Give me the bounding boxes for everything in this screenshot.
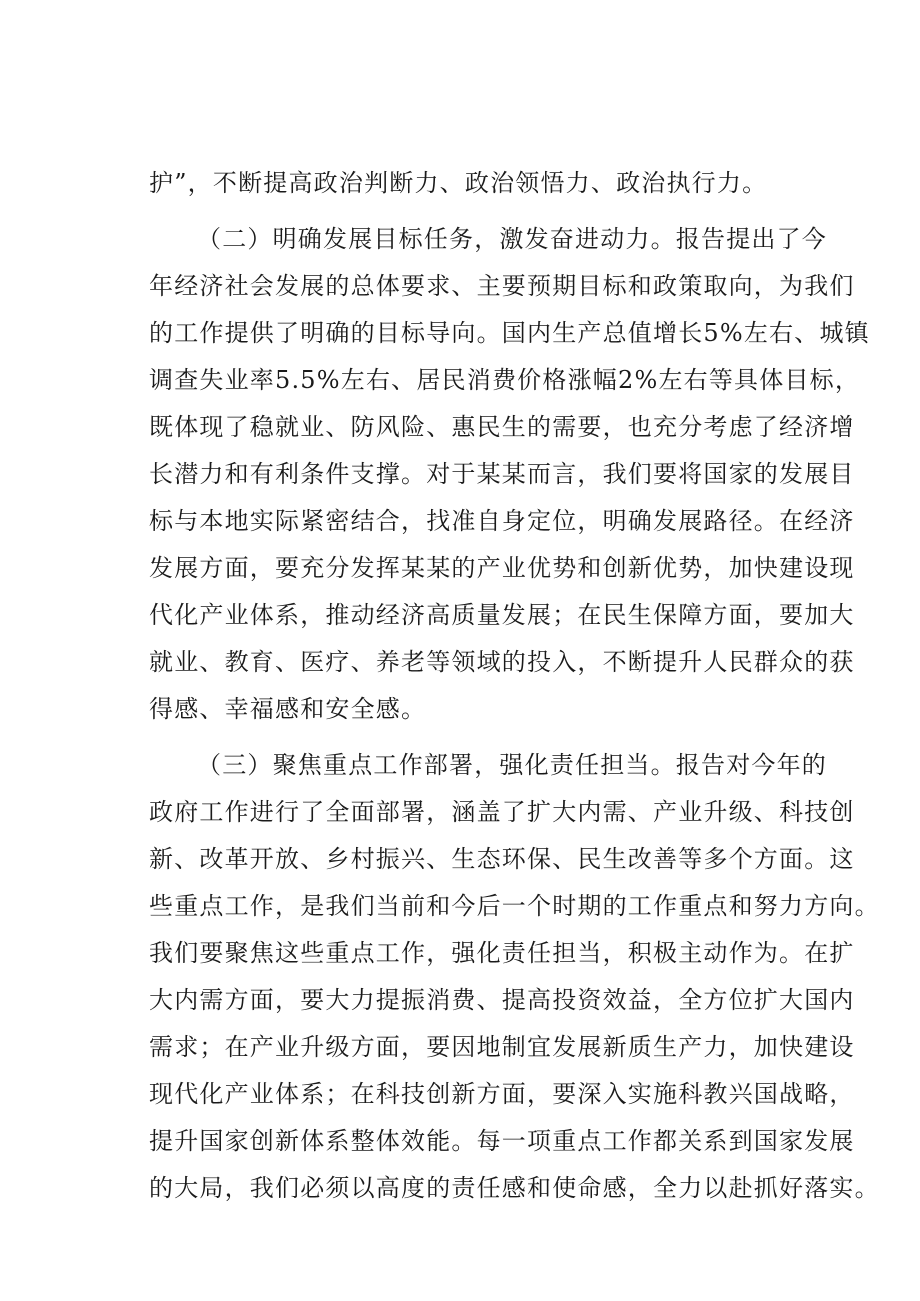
paragraph-gap	[149, 207, 829, 216]
text-line: 新、改革开放、乡村振兴、生态环保、民生改善等多个方面。这	[149, 845, 855, 873]
text-line: 现代化产业体系；在科技创新方面，要深入实施科教兴国战略，	[149, 1080, 855, 1108]
text-line: 我们要聚焦这些重点工作，强化责任担当，积极主动作为。在扩	[149, 939, 855, 967]
text-line: 些重点工作，是我们当前和今后一个时期的工作重点和努力方向。	[149, 892, 880, 920]
text-line: 政府工作进行了全面部署，涵盖了扩大内需、产业升级、科技创	[149, 798, 855, 826]
paragraph-gap	[149, 733, 829, 742]
text-line: 得感、幸福感和安全感。	[149, 695, 427, 723]
text-line: 需求；在产业升级方面，要因地制宜发展新质生产力，加快建设	[149, 1033, 855, 1061]
paragraph-development-goals	[149, 216, 870, 733]
text-line: 护”，不断提高政治判断力、政治领悟力、政治执行力。	[149, 169, 768, 197]
paragraph-continuation	[149, 160, 829, 207]
text-line: 的工作提供了明确的目标导向。国内生产总值增长5%左右、城镇	[149, 319, 870, 347]
text-line: 既体现了稳就业、防风险、惠民生的需要，也充分考虑了经济增	[149, 413, 855, 441]
text-line: （二）明确发展目标任务，激发奋进动力。报告提出了今	[197, 225, 827, 253]
text-line: 提升国家创新体系整体效能。每一项重点工作都关系到国家发展	[149, 1127, 855, 1155]
text-line: 发展方面，要充分发挥某某的产业优势和创新优势，加快建设现	[149, 554, 855, 582]
text-line: 长潜力和有利条件支撑。对于某某而言，我们要将国家的发展目	[149, 460, 855, 488]
text-line: 标与本地实际紧密结合，找准自身定位，明确发展路径。在经济	[149, 507, 855, 535]
text-line: 代化产业体系，推动经济高质量发展；在民生保障方面，要加大	[149, 601, 855, 629]
text-line: （三）聚焦重点工作部署，强化责任担当。报告对今年的	[197, 751, 827, 779]
text-line: 大内需方面，要大力提振消费、提高投资效益，全方位扩大国内	[149, 986, 855, 1014]
text-line: 调查失业率5.5%左右、居民消费价格涨幅2%左右等具体目标，	[149, 366, 861, 394]
text-line: 年经济社会发展的总体要求、主要预期目标和政策取向，为我们	[149, 272, 855, 300]
document-body	[149, 160, 880, 1212]
paragraph-key-work	[149, 742, 880, 1212]
text-line: 就业、教育、医疗、养老等领域的投入，不断提升人民群众的获	[149, 648, 855, 676]
text-line: 的大局，我们必须以高度的责任感和使命感，全力以赴抓好落实。	[149, 1174, 880, 1202]
